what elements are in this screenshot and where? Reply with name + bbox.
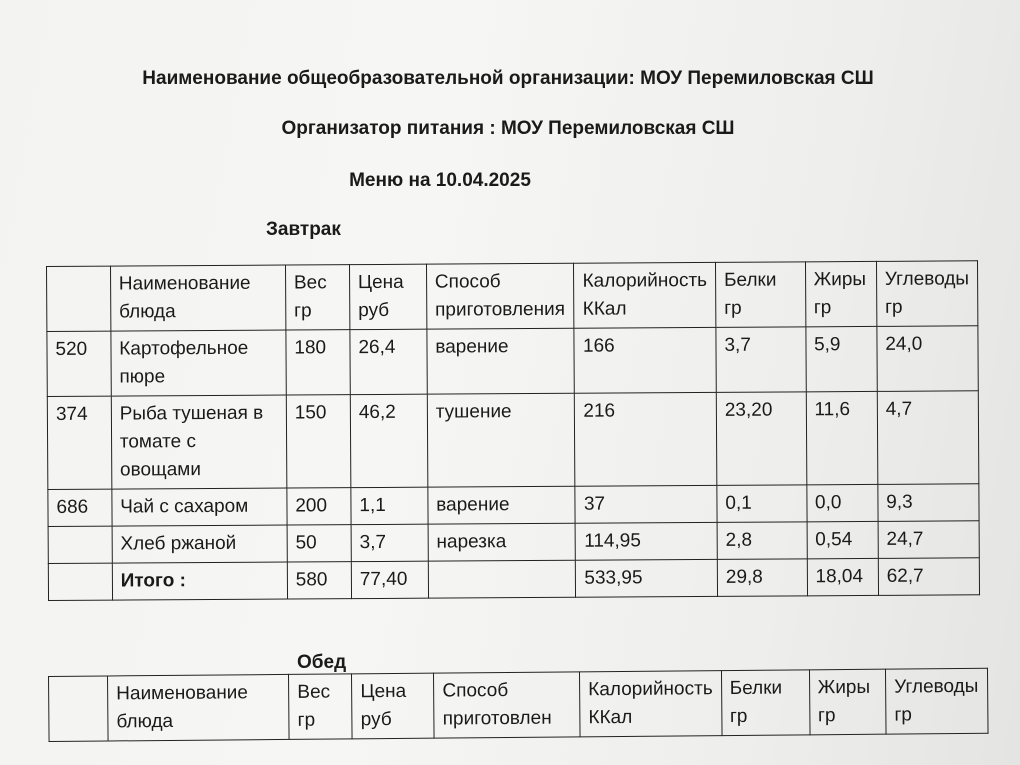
organizer-title: Организатор питания : МОУ Перемиловская СШ [281, 118, 735, 139]
row-protein: 23,20 [716, 392, 806, 486]
total-protein: 29,8 [717, 559, 807, 597]
row-protein: 0,1 [717, 485, 807, 523]
total-code [48, 563, 112, 600]
menu-date: Меню на 10.04.2025 [349, 170, 531, 191]
row-code: 686 [48, 489, 112, 526]
row-code: 374 [47, 396, 111, 489]
row-weight: 200 [287, 488, 351, 525]
table-header-row [47, 261, 978, 332]
total-method [428, 560, 576, 598]
table-row [47, 326, 978, 397]
table-header-row [49, 668, 989, 741]
total-fat: 18,04 [807, 558, 878, 595]
breakfast-title: Завтрак [266, 219, 341, 240]
row-code [48, 526, 112, 563]
row-price: 1,1 [351, 487, 428, 524]
row-method: варение [428, 486, 576, 524]
header-cell: Калорийность ККал [580, 671, 722, 737]
lunch-table [48, 668, 989, 742]
row-weight: 150 [286, 395, 351, 488]
row-price: 26,4 [350, 329, 427, 394]
row-carbs: 9,3 [878, 484, 979, 522]
row-fat: 11,6 [806, 391, 878, 484]
row-method: нарезка [428, 523, 576, 561]
header-cell: Способ приготовлен [434, 672, 580, 738]
row-name: Чай с сахаром [112, 488, 287, 526]
row-name: Картофельное пюре [111, 330, 286, 396]
row-kcal: 114,95 [576, 522, 718, 560]
header-cell: Углеводы гр [886, 668, 988, 734]
row-weight: 180 [286, 330, 350, 395]
row-carbs: 24,7 [878, 521, 979, 559]
header-cell: Жиры гр [809, 669, 886, 735]
header-cell: Углеводы гр [876, 261, 978, 327]
row-kcal: 216 [575, 392, 717, 486]
header-cell [49, 676, 109, 742]
header-cell: Цена руб [352, 673, 434, 739]
lunch-title: Обед [297, 652, 347, 673]
header-cell: Наименование блюда [108, 674, 290, 741]
total-price: 77,40 [351, 561, 428, 598]
row-kcal: 37 [575, 485, 717, 523]
total-weight: 580 [287, 562, 351, 599]
header-cell: Жиры гр [805, 261, 877, 326]
header-cell: Вес гр [285, 265, 349, 330]
organization-title: Наименование общеобразовательной организации: МОУ Перемиловская СШ [142, 68, 874, 89]
row-kcal: 166 [574, 327, 716, 393]
header-cell: Цена руб [349, 264, 426, 329]
header-cell: Наименование блюда [110, 265, 285, 331]
row-name: Рыба тушеная в томате с овощами [111, 395, 287, 489]
row-price: 46,2 [350, 394, 427, 487]
table-row [48, 484, 979, 527]
row-carbs: 24,0 [877, 326, 979, 392]
table-row [48, 521, 979, 564]
row-method: тушение [427, 393, 575, 487]
breakfast-table [46, 260, 980, 601]
row-protein: 3,7 [716, 327, 806, 393]
header-cell: Калорийность ККал [574, 262, 716, 328]
row-method: варение [427, 328, 575, 394]
row-code: 520 [47, 331, 111, 396]
row-name: Хлеб ржаной [112, 525, 287, 563]
row-fat: 0,0 [806, 484, 877, 521]
header-cell: Белки гр [715, 262, 805, 328]
total-kcal: 533,95 [576, 559, 718, 597]
row-weight: 50 [287, 525, 351, 562]
table-row [47, 391, 979, 490]
header-cell: Способ приготовления [426, 263, 574, 329]
total-label: Итого : [112, 562, 287, 600]
row-fat: 0,54 [807, 521, 878, 558]
row-fat: 5,9 [805, 326, 877, 391]
total-carbs: 62,7 [878, 558, 979, 596]
row-price: 3,7 [351, 524, 428, 561]
total-row [48, 558, 979, 601]
row-protein: 2,8 [717, 522, 807, 560]
row-carbs: 4,7 [877, 391, 979, 485]
header-cell [47, 266, 111, 331]
header-cell: Вес гр [289, 674, 353, 740]
header-cell: Белки гр [721, 670, 810, 736]
